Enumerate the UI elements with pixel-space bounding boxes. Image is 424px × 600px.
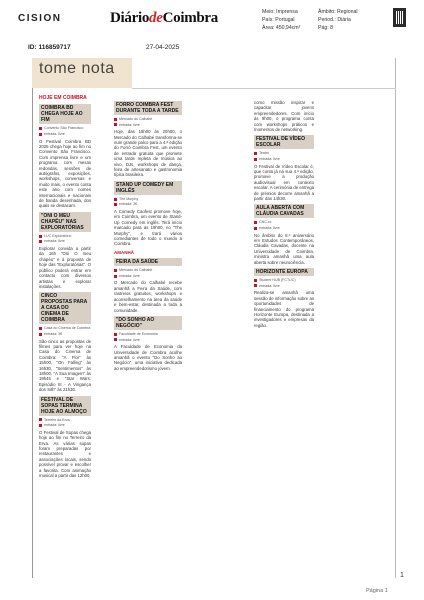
meta-area: Área: 450,94cm² bbox=[262, 25, 301, 31]
ticket-icon bbox=[254, 227, 257, 230]
ticket-icon bbox=[114, 203, 117, 206]
event-location: Student HUB (FCTUC) bbox=[254, 278, 314, 283]
column-1 bbox=[39, 96, 91, 481]
meta-scope: Âmbito: Regional bbox=[318, 9, 358, 15]
event-title: COIMBRA BD CHEGA HOJE AO FIM bbox=[39, 104, 91, 124]
ticket-icon bbox=[39, 240, 42, 243]
location-icon bbox=[39, 127, 42, 130]
event-location: The Murphy bbox=[114, 197, 182, 202]
event-title: STAND UP COMEDY EM INGLÊS bbox=[114, 181, 182, 195]
barcode-icon bbox=[393, 8, 406, 27]
event-title: HORIZONTE EUROPA bbox=[254, 268, 314, 276]
event-description: Hoje, das 15h00 às 20h00, o Mercado do Calhabé transforma-se num grande palco para a 4.ª edição do Forró Coimbra Fest, um evento de entrada gratuita que promete uma tarde repleta de música ao vivo, DJs, workshops de dança, feira de artesanato e gastronomia típica brasileira. bbox=[114, 129, 182, 178]
event-entry: entrada: livre bbox=[39, 132, 91, 137]
event-description: O Festival de Vídeo Escolar é, que conta já na sua 4.ª edição, promove a produção audiovisual em contexto escolar. A cerimónia de entrega de prémios decorre amanhã a partir das 14h30. bbox=[254, 163, 314, 202]
cision-logo: CISION bbox=[18, 13, 62, 24]
ticket-icon bbox=[114, 275, 117, 278]
location-icon bbox=[39, 235, 42, 238]
location-icon bbox=[114, 269, 117, 272]
banner-divider bbox=[132, 88, 396, 89]
event-location: CNC.cc bbox=[254, 220, 314, 225]
meta-right bbox=[318, 8, 358, 32]
column-3 bbox=[254, 98, 314, 331]
event-description: A Faculdade de Economia da Universidade de Coimbra acolhe amanhã o evento "Do Sonho ao Negócio", uma iniciativa dedicada ao empreendedorismo jovem. bbox=[114, 344, 182, 371]
event-location: Mercado do Calhabé bbox=[114, 268, 182, 273]
newspaper-logo: DiáriodeCoimbra bbox=[110, 10, 218, 26]
event-title: FESTIVAL DE VÍDEO ESCOLAR bbox=[254, 135, 314, 149]
meta-left bbox=[262, 8, 300, 32]
ticket-icon bbox=[114, 338, 117, 341]
section-title: tome nota bbox=[39, 60, 115, 77]
location-icon bbox=[114, 333, 117, 336]
meta-medium: Meio: Imprensa bbox=[262, 9, 298, 15]
location-icon bbox=[114, 118, 117, 121]
ticket-icon bbox=[254, 158, 257, 161]
event-description: São cinco as propostas de filmes para ver hoje na Casa do Cinema de Coimbra: "A Flor" às 15h00, "On Falling" às 16h30, "Sentimentos" às 18h00, "A Sua Imagem" às 19h45 e "Star Wars: Episódio III - A Vingança dos Sith" às 21h30. bbox=[39, 338, 91, 393]
event-title: FESTIVAL DE SOPAS TERMINA HOJE AO ALMOÇO bbox=[39, 396, 91, 416]
event-title: AULA ABERTA COM CLÁUDIA CAVADAS bbox=[254, 204, 314, 218]
event-title: FEIRA DA SAÚDE bbox=[114, 258, 182, 266]
meta-page: Pág: 8 bbox=[318, 25, 333, 31]
ticket-icon bbox=[39, 133, 42, 136]
event-location: Mercado do Calhabé bbox=[114, 117, 182, 122]
event-entry: entrada: livre bbox=[114, 338, 182, 343]
event-description: A Comedy Caofest promove hoje, em Coimbra, um evento de Stand-Up Comedy em inglês. Terá início marcado para as 19h00, no "The Murphy", e trará vários comediantes de todo o mundo a Coimbra. bbox=[114, 209, 182, 247]
event-description: Realiza-se amanhã uma sessão de informação sobre as oportunidades de financiamento do programa Horizonte Europa, destinada a investigadores e empresas da região. bbox=[254, 290, 314, 328]
event-entry: entrada: 3€ bbox=[114, 202, 182, 207]
location-icon bbox=[39, 418, 42, 421]
event-description-continued: como missão inspirar e capacitar jovens empreendedores. Com início às 9h00, o programa conta com workshops práticos e momentos de networking. bbox=[254, 100, 314, 133]
event-location: Terreiro da Erva bbox=[39, 418, 91, 423]
event-entry: entrada: 3€ bbox=[39, 332, 91, 337]
ticket-icon bbox=[254, 284, 257, 287]
document-date: 27-04-2025 bbox=[146, 44, 180, 51]
event-location: Convento São Francisco bbox=[39, 126, 91, 131]
event-description: Explorar convida a partir da 16h "Oni O meu chapéu" e à proposta de hoje das "Exploratórias". O público poderá entrar em contacto com diversos artistas e explorar instalações. bbox=[39, 246, 91, 289]
ticket-icon bbox=[39, 424, 42, 427]
event-location: Teatro bbox=[254, 151, 314, 156]
event-entry: entrada: livre bbox=[254, 157, 314, 162]
event-description: O Mercado do Calhabé recebe amanhã a Feira da Saúde, com rastreios gratuitos, workshops e aconselhamento na área da saúde e bem-estar, destinada a toda a comunidade. bbox=[114, 280, 182, 313]
document-header bbox=[0, 0, 424, 36]
ticket-icon bbox=[39, 333, 42, 336]
location-icon bbox=[39, 327, 42, 330]
event-entry: entrada: livre bbox=[254, 226, 314, 231]
event-entry: entrada: livre bbox=[254, 284, 314, 289]
event-entry: entrada: livre bbox=[114, 123, 182, 128]
event-title: "DO SONHO AO NEGÓCIO" bbox=[114, 316, 182, 330]
page-number: 1 bbox=[400, 572, 404, 579]
location-icon bbox=[114, 198, 117, 201]
location-icon bbox=[254, 152, 257, 155]
meta-country: País: Portugal bbox=[262, 17, 295, 23]
event-title: CINCO PROPOSTAS PARA A CASA DO CINEMA DE COIMBRA bbox=[39, 292, 91, 324]
column-2 bbox=[114, 98, 182, 374]
event-location: LUC Exploratório bbox=[39, 234, 91, 239]
location-icon bbox=[254, 279, 257, 282]
event-entry: entrada: livre bbox=[39, 423, 91, 428]
event-location: Casa do Cinema de Coimbra bbox=[39, 326, 91, 331]
meta-period: Period.: Diária bbox=[318, 17, 351, 23]
tomorrow-heading: AMANHÃ bbox=[114, 249, 134, 255]
event-description: O Festival de Sopas chega hoje ao fim no Terreiro da Erva. As várias sopas foram preparadas por restaurantes e associações locais, sendo possível provar e escolher a favorita. Com animação musical a partir das 12h00. bbox=[39, 429, 91, 478]
event-location: Faculdade de Economia bbox=[114, 332, 182, 337]
ticket-icon bbox=[114, 123, 117, 126]
event-entry: entrada: livre bbox=[114, 274, 182, 279]
event-description: No âmbito do 8.º aniversário em Estudos Contemporâneos, Cláudia Cavadas, docente na Universidade de Coimbra, ministra amanhã uma aula aberta sobre neurociência. bbox=[254, 232, 314, 265]
event-title: "ONI O MEU CHAPÉU" NAS EXPLORATÓRIAS bbox=[39, 212, 91, 232]
document-id: ID: 116859717 bbox=[28, 44, 71, 51]
section-heading: HOJE EM COIMBRA bbox=[39, 95, 87, 101]
event-description: O Festival Coimbra BD 2025 chega hoje ao fim no Convento São Francisco. Com imprensa livre e um programa com mesas redondas, sessões de autógrafos, exposições, workshops, conversas e muito mais, o evento conta este ano com nomes internacionais e nacionais de banda desenhada, dos quais se destacam. bbox=[39, 138, 91, 209]
event-title: FORRO COIMBRA FEST DURANTE TODA A TARDE bbox=[114, 101, 182, 115]
event-entry: entrada: livre bbox=[39, 239, 91, 244]
page-label: Página 1 bbox=[366, 588, 388, 594]
location-icon bbox=[254, 221, 257, 224]
